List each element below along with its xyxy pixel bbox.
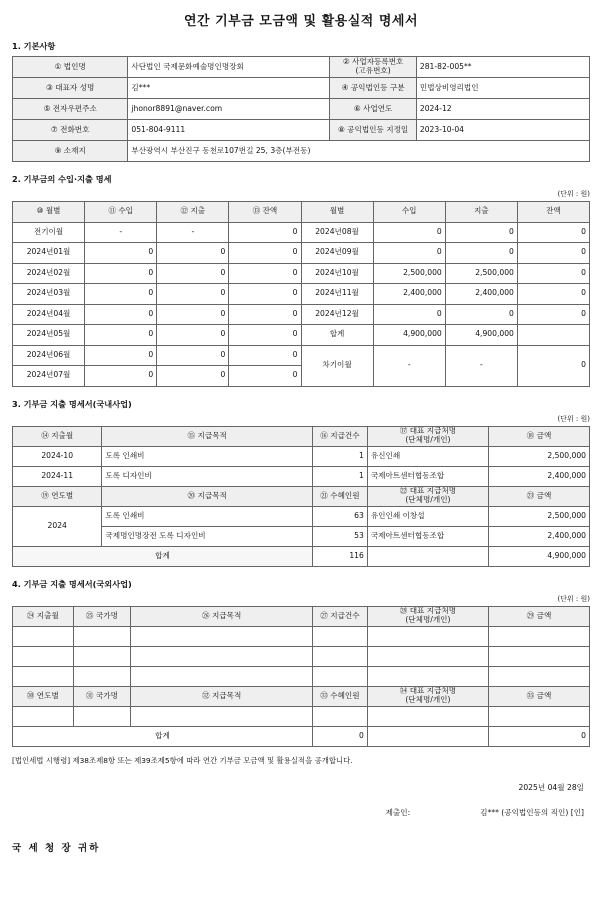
table-cell: 0 xyxy=(157,284,229,305)
table-cell: 0 xyxy=(157,325,229,346)
field-label: ⑦ 전화번호 xyxy=(13,120,128,141)
table-cell: 0 xyxy=(229,284,301,305)
table-row xyxy=(13,345,590,366)
field-label: ② 사업자등록번호 (고유번호) xyxy=(330,57,417,78)
table-cell: 0 xyxy=(85,243,157,264)
submitter-line xyxy=(12,807,584,818)
column-header: ㉗ 지급건수 xyxy=(313,606,368,626)
table-cell: - xyxy=(85,222,157,243)
column-header: ㉖ 지급목적 xyxy=(131,606,313,626)
section-income-heading: 2. 기부금의 수입·지출 명세 xyxy=(12,174,112,184)
table-row xyxy=(13,120,590,141)
column-header: ㉕ 국가명 xyxy=(73,606,131,626)
field-value: jhonor8891@naver.com xyxy=(128,99,330,120)
domestic-expense-table xyxy=(12,426,590,567)
table-cell: 2024년06월 xyxy=(13,345,85,366)
table-row xyxy=(13,726,590,746)
column-header: ㉓ 금액 xyxy=(489,486,590,506)
table-cell xyxy=(488,666,589,686)
submitter-value: 김*** (공익법인등의 직인) [인] xyxy=(480,807,584,817)
field-label: ① 법인명 xyxy=(13,57,128,78)
table-cell: 2,500,000 xyxy=(373,263,445,284)
table-row xyxy=(13,686,590,706)
table-cell: 0 xyxy=(85,304,157,325)
table-cell: 0 xyxy=(229,345,301,366)
table-cell: 116 xyxy=(313,546,368,566)
field-value: 민법상비영리법인 xyxy=(416,78,589,99)
field-label: ④ 공익법인등 구분 xyxy=(330,78,417,99)
table-cell xyxy=(131,626,313,646)
table-cell: 53 xyxy=(313,526,368,546)
table-cell: 0 xyxy=(488,726,589,746)
table-cell xyxy=(131,646,313,666)
legal-note: [법인세법 시행령] 제38조제8항 또는 제39조제5항에 따라 연간 기부금 모금액 및 활용실적을 공개합니다. xyxy=(12,755,353,765)
table-cell: 국제명인명장전 도록 디자인비 xyxy=(102,526,313,546)
column-header: ㉛ 국가명 xyxy=(73,686,131,706)
field-value: 051-804-9111 xyxy=(128,120,330,141)
column-header: ⑳ 지급목적 xyxy=(102,486,313,506)
basic-info-table xyxy=(12,56,590,162)
table-cell: 2024년11월 xyxy=(301,284,373,305)
table-cell: - xyxy=(445,345,517,386)
table-row xyxy=(13,222,590,243)
table-cell: 합계 xyxy=(301,325,373,346)
table-cell: 2024년02월 xyxy=(13,263,85,284)
table-cell xyxy=(73,646,131,666)
table-row xyxy=(13,646,590,666)
unit-label: (단위 : 원) xyxy=(557,414,590,423)
table-cell: 0 xyxy=(373,222,445,243)
field-label: ③ 대표자 성명 xyxy=(13,78,128,99)
table-cell: 2,500,000 xyxy=(489,506,590,526)
table-cell: 2024년05월 xyxy=(13,325,85,346)
column-header: ⑲ 연도별 xyxy=(13,486,102,506)
table-cell xyxy=(313,706,368,726)
table-cell: 2024년09월 xyxy=(301,243,373,264)
section-overseas-heading: 4. 기부금 지출 명세서(국외사업) xyxy=(12,578,132,589)
table-cell xyxy=(131,706,313,726)
table-row xyxy=(13,666,590,686)
column-header: ㉒ 대표 지급처명 (단체명/개인) xyxy=(367,486,488,506)
field-label: ⑥ 사업연도 xyxy=(330,99,417,120)
table-row xyxy=(13,626,590,646)
field-label: ⑧ 공익법인등 지정일 xyxy=(330,120,417,141)
table-cell xyxy=(313,626,368,646)
table-cell: 2024-11 xyxy=(13,466,102,486)
table-cell: 전기이월 xyxy=(13,222,85,243)
table-cell: 2024년03월 xyxy=(13,284,85,305)
table-cell: 0 xyxy=(373,304,445,325)
table-cell: 0 xyxy=(517,304,589,325)
column-header: ⑫ 지출 xyxy=(157,202,229,223)
column-header: ⑪ 수입 xyxy=(85,202,157,223)
table-cell: 2,500,000 xyxy=(489,446,590,466)
table-cell: 4,900,000 xyxy=(489,546,590,566)
table-row xyxy=(13,706,590,726)
table-cell: 0 xyxy=(85,366,157,387)
table-cell: 0 xyxy=(229,263,301,284)
table-cell: 유신인쇄 xyxy=(367,446,488,466)
column-header: ㉑ 수혜인원 xyxy=(313,486,368,506)
column-header: ㉚ 연도별 xyxy=(13,686,74,706)
table-cell: 0 xyxy=(157,304,229,325)
table-cell: 0 xyxy=(313,726,368,746)
table-cell: 0 xyxy=(517,243,589,264)
table-cell: 2024 xyxy=(13,506,102,546)
unit-label: (단위 : 원) xyxy=(557,190,590,198)
table-row xyxy=(13,486,590,506)
table-cell: 0 xyxy=(229,325,301,346)
total-label: 합계 xyxy=(13,726,313,746)
column-header: ㉞ 대표 지급처명 (단체명/개인) xyxy=(367,686,488,706)
field-value: 부산광역시 부산진구 동천로107번길 25, 3층(부전동) xyxy=(128,141,590,162)
table-cell xyxy=(73,626,131,646)
table-cell: - xyxy=(373,345,445,386)
column-header: ⑮ 지급목적 xyxy=(102,426,313,446)
submission-date: 2025년 04월 28일 xyxy=(518,782,584,792)
table-cell: 2024년12월 xyxy=(301,304,373,325)
table-cell: 63 xyxy=(313,506,368,526)
table-cell xyxy=(13,706,74,726)
table-cell: 2024년08월 xyxy=(301,222,373,243)
table-cell: 2,400,000 xyxy=(373,284,445,305)
table-cell: 0 xyxy=(445,222,517,243)
table-cell: 0 xyxy=(85,263,157,284)
table-row xyxy=(13,446,590,466)
column-header: ㉜ 지급목적 xyxy=(131,686,313,706)
table-cell xyxy=(367,726,488,746)
table-row xyxy=(13,506,590,526)
column-header: 잔액 xyxy=(517,202,589,223)
table-row xyxy=(13,57,590,78)
table-cell: 차기이월 xyxy=(301,345,373,386)
table-cell: 0 xyxy=(229,366,301,387)
table-cell: 0 xyxy=(229,222,301,243)
submitter-label: 제출인: xyxy=(385,807,411,817)
table-cell: 0 xyxy=(85,345,157,366)
table-row xyxy=(13,263,590,284)
overseas-expense-table xyxy=(12,606,590,747)
table-cell: 2024년10월 xyxy=(301,263,373,284)
table-cell: 0 xyxy=(517,263,589,284)
table-row xyxy=(13,426,590,446)
field-label: ⑨ 소재지 xyxy=(13,141,128,162)
table-cell: 2024년01월 xyxy=(13,243,85,264)
table-cell: 0 xyxy=(517,222,589,243)
field-value: 2023-10-04 xyxy=(416,120,589,141)
column-header: ㉟ 금액 xyxy=(488,686,589,706)
table-cell: 2024년04월 xyxy=(13,304,85,325)
table-cell: 0 xyxy=(517,345,589,386)
table-row xyxy=(13,325,590,346)
recipient: 국 세 청 장 귀하 xyxy=(12,842,101,854)
table-cell xyxy=(73,706,131,726)
income-expense-table xyxy=(12,201,590,387)
table-cell: 2024-10 xyxy=(13,446,102,466)
column-header: ⑱ 금액 xyxy=(489,426,590,446)
column-header: ⑭ 지출월 xyxy=(13,426,102,446)
field-value: 281-82-005** xyxy=(416,57,589,78)
table-cell: 0 xyxy=(373,243,445,264)
table-cell: 0 xyxy=(517,284,589,305)
total-label: 합계 xyxy=(13,546,313,566)
table-cell: 4,900,000 xyxy=(373,325,445,346)
column-header: 지출 xyxy=(445,202,517,223)
unit-label: (단위 : 원) xyxy=(557,594,590,603)
field-value: 김*** xyxy=(128,78,330,99)
section-domestic-heading: 3. 기부금 지출 명세서(국내사업) xyxy=(12,398,132,409)
table-row xyxy=(13,243,590,264)
table-cell xyxy=(367,706,488,726)
table-row xyxy=(13,202,590,223)
table-cell: 0 xyxy=(157,366,229,387)
table-cell: 2,400,000 xyxy=(489,526,590,546)
table-cell xyxy=(488,706,589,726)
table-row xyxy=(13,284,590,305)
table-row xyxy=(13,99,590,120)
table-cell xyxy=(313,646,368,666)
table-row xyxy=(13,546,590,566)
table-cell: 국제아트센터협동조합 xyxy=(367,526,488,546)
table-cell xyxy=(367,626,488,646)
table-row xyxy=(13,141,590,162)
column-header: ㉝ 수혜인원 xyxy=(313,686,368,706)
table-cell: 0 xyxy=(157,345,229,366)
table-cell: 0 xyxy=(445,243,517,264)
table-cell: 국제아트센터협동조합 xyxy=(367,466,488,486)
section-basic-heading: 1. 기본사항 xyxy=(12,41,56,51)
field-value: 2024-12 xyxy=(416,99,589,120)
table-cell: 0 xyxy=(229,304,301,325)
table-cell xyxy=(367,666,488,686)
table-cell xyxy=(517,325,589,346)
table-cell: 2,500,000 xyxy=(445,263,517,284)
table-cell xyxy=(488,646,589,666)
table-cell xyxy=(73,666,131,686)
table-cell xyxy=(13,646,74,666)
table-cell: 0 xyxy=(445,304,517,325)
table-cell: 도록 인쇄비 xyxy=(102,446,313,466)
table-cell xyxy=(313,666,368,686)
table-row xyxy=(13,304,590,325)
column-header: 월별 xyxy=(301,202,373,223)
table-row xyxy=(13,78,590,99)
table-cell: - xyxy=(157,222,229,243)
column-header: ㉙ 금액 xyxy=(488,606,589,626)
table-cell: 2024년07월 xyxy=(13,366,85,387)
table-cell: 1 xyxy=(313,446,368,466)
table-cell: 0 xyxy=(157,263,229,284)
page-title: 연간 기부금 모금액 및 활용실적 명세서 xyxy=(183,14,419,29)
field-value: 사단법인 국제문화예술명인명장회 xyxy=(128,57,330,78)
table-cell: 0 xyxy=(157,243,229,264)
table-cell: 유인인쇄 이창섭 xyxy=(367,506,488,526)
table-cell xyxy=(367,646,488,666)
table-cell xyxy=(367,546,488,566)
table-cell: 2,400,000 xyxy=(445,284,517,305)
column-header: ⑩ 월별 xyxy=(13,202,85,223)
table-cell: 0 xyxy=(85,325,157,346)
column-header: ⑯ 지급건수 xyxy=(313,426,368,446)
column-header: ㉔ 지출월 xyxy=(13,606,74,626)
table-cell: 4,900,000 xyxy=(445,325,517,346)
column-header: ⑬ 잔액 xyxy=(229,202,301,223)
table-row xyxy=(13,606,590,626)
column-header: ㉘ 대표 지급처명 (단체명/개인) xyxy=(367,606,488,626)
table-cell xyxy=(488,626,589,646)
table-cell xyxy=(131,666,313,686)
table-cell: 도록 디자인비 xyxy=(102,466,313,486)
table-cell: 1 xyxy=(313,466,368,486)
field-label: ⑤ 전자우편주소 xyxy=(13,99,128,120)
table-cell xyxy=(13,626,74,646)
column-header: 수입 xyxy=(373,202,445,223)
column-header: ⑰ 대표 지급처명 (단체명/개인) xyxy=(367,426,488,446)
table-cell xyxy=(13,666,74,686)
table-cell: 도록 인쇄비 xyxy=(102,506,313,526)
table-cell: 0 xyxy=(229,243,301,264)
table-cell: 0 xyxy=(85,284,157,305)
table-cell: 2,400,000 xyxy=(489,466,590,486)
table-row xyxy=(13,466,590,486)
